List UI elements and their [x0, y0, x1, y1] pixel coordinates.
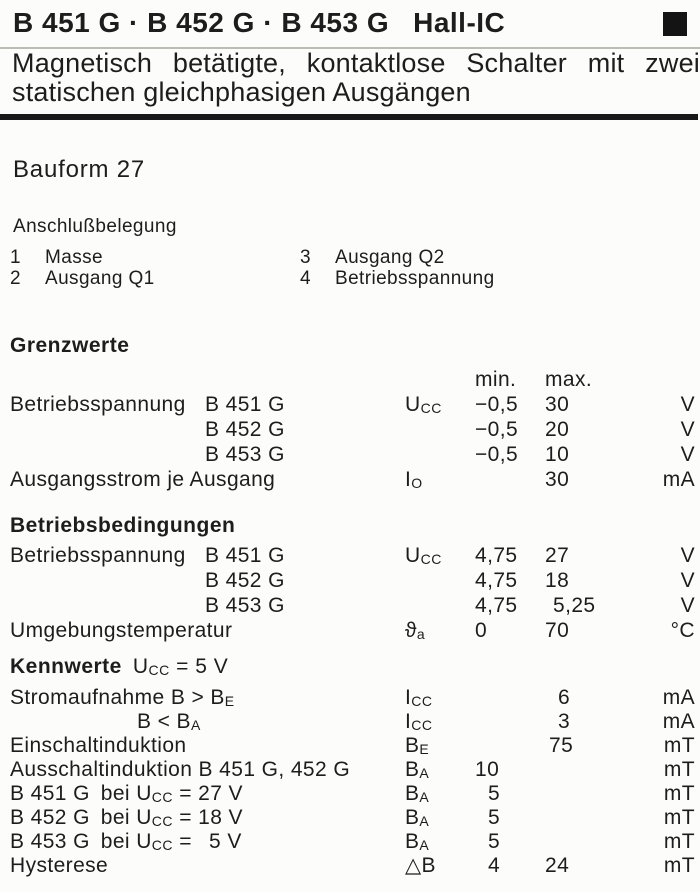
table-row [10, 442, 695, 467]
max-value [545, 758, 605, 785]
unit-label: mT [663, 806, 695, 829]
table-row [10, 758, 695, 782]
row-label: Ausgangsstrom je Ausgang [10, 468, 276, 491]
min-value: 10 [475, 758, 500, 781]
label-subscript: CC [151, 789, 174, 805]
table-row [10, 568, 695, 593]
section-kennwerte [10, 655, 695, 878]
unit-label: mT [663, 734, 695, 757]
table-rows [10, 686, 695, 878]
page-title [13, 7, 505, 39]
symbol: BA [405, 830, 430, 853]
unit-label: V [680, 393, 695, 416]
symbol: ICC [405, 710, 433, 733]
symbol: IO [405, 468, 423, 491]
row-label: B 452 G bei U [10, 806, 152, 829]
min-value [475, 686, 545, 713]
unit-label: mT [663, 758, 695, 781]
max-value: 18 [545, 569, 570, 592]
table-row [10, 543, 695, 568]
symbol-subscript: A [419, 813, 430, 829]
unit-label: V [680, 594, 695, 617]
min-value [475, 710, 545, 737]
symbol-subscript: CC [411, 693, 433, 709]
min-value: 0 [475, 619, 488, 642]
min-value: 4 [488, 854, 501, 877]
table-row [10, 854, 695, 878]
row-label: Hysterese [10, 854, 109, 877]
table-rows [10, 392, 695, 492]
table-row [10, 417, 695, 442]
min-value [475, 734, 545, 761]
label-subscript: A [190, 717, 201, 733]
max-value: 20 [545, 418, 570, 441]
min-value [475, 467, 545, 496]
device-label: B 452 G [205, 418, 285, 441]
symbol: ϑa [405, 619, 426, 642]
min-value: 5 [488, 830, 501, 853]
max-value: 70 [545, 619, 570, 642]
pin-label: Ausgang Q1 [45, 268, 155, 289]
row-label: Umgebungstemperatur [10, 619, 233, 642]
device-type-label: Hall-IC [413, 7, 506, 38]
max-value: 30 [545, 393, 570, 416]
unit-label: mT [663, 782, 695, 805]
section-divider [0, 114, 698, 120]
section-heading: Grenzwerte [10, 334, 130, 357]
row-label: Ausschaltinduktion B 451 G, 452 G [10, 758, 351, 781]
symbol [405, 854, 475, 878]
table-row [10, 710, 695, 734]
corner-mark [663, 12, 687, 36]
device-label: B 453 G [205, 443, 285, 466]
row-label: B 453 G bei U [10, 830, 152, 853]
row-label: Stromaufnahme B > B [10, 686, 225, 709]
table-row: B 451 G bei UCC = 27 V BA 5 mT [10, 782, 695, 806]
max-value: 10 [545, 443, 570, 466]
max-value [545, 806, 605, 833]
max-value [545, 782, 605, 809]
max-value: 30 [545, 468, 570, 491]
symbol-subscript: a [416, 626, 426, 642]
symbol-subscript: CC [420, 400, 442, 416]
unit-label: V [680, 443, 695, 466]
table-row [10, 734, 695, 758]
unit-label: mT [663, 830, 695, 853]
device-label: B 453 G [205, 594, 285, 617]
table-row [10, 686, 695, 710]
section-betriebsbedingungen [10, 514, 695, 643]
unit-label: V [680, 418, 695, 441]
section-heading: Betriebsbedingungen [10, 514, 236, 537]
unit-label: °C [670, 619, 695, 642]
table-row [10, 392, 695, 417]
unit-label: mA [662, 710, 695, 733]
min-value: 4,75 [475, 569, 518, 592]
pin-number: 2 [10, 268, 21, 289]
min-value: −0,5 [475, 418, 519, 441]
column-header-row [10, 367, 695, 392]
symbol-subscript: CC [420, 551, 442, 567]
max-value: 3 [558, 710, 571, 733]
pin-number: 4 [300, 268, 311, 289]
pin-label: Masse [45, 247, 103, 268]
symbol: UCC [405, 393, 442, 416]
symbol-subscript: CC [411, 717, 433, 733]
column-header-min: min. [475, 368, 517, 391]
min-value: 5 [488, 782, 501, 805]
max-value [545, 830, 605, 857]
bauform-label: Bauform 27 [13, 156, 146, 183]
symbol: BA [405, 758, 430, 781]
device-label: B 451 G [205, 393, 285, 416]
symbol-subscript: E [419, 741, 430, 757]
row-label: B < B [137, 710, 191, 733]
symbol-subscript: A [419, 837, 430, 853]
subtitle: Magnetisch betätigte, kontaktlose Schalter mit zwei statischen gleichphasigen Ausgängen [12, 48, 700, 107]
symbol: UCC [405, 544, 442, 567]
row-label: Betriebsspannung [10, 393, 186, 416]
min-value: 4,75 [475, 544, 518, 567]
unit-label: V [680, 544, 695, 567]
unit-label: mA [662, 686, 695, 709]
min-value: 4,75 [475, 594, 518, 617]
symbol: ICC [405, 686, 433, 709]
symbol-subscript: O [411, 475, 423, 491]
table-row: B 453 G bei UCC = 5 V BA 5 mT [10, 830, 695, 854]
label-subscript: E [224, 693, 235, 709]
unit-label: mA [662, 468, 695, 491]
label-subscript: CC [151, 837, 174, 853]
table-row: B 452 G bei UCC = 18 V BA 5 mT [10, 806, 695, 830]
pin-assignment-list [10, 247, 692, 289]
row-label: B 451 G bei U [10, 782, 152, 805]
row-label: Betriebsspannung [10, 544, 186, 567]
section-heading: Kennwerte UCC = 5 V [10, 655, 229, 678]
column-header-max: max. [545, 368, 593, 391]
label-subscript: CC [151, 813, 174, 829]
device-label: B 452 G [205, 569, 285, 592]
delta-b-symbol: △B [405, 854, 436, 877]
min-value: −0,5 [475, 393, 519, 416]
row-label: Einschaltinduktion [10, 734, 187, 757]
pin-number: 1 [10, 247, 21, 268]
symbol: BA [405, 806, 430, 829]
table-row [10, 467, 695, 492]
max-value: 24 [545, 854, 570, 877]
pin-assignment-heading: Anschlußbelegung [13, 216, 177, 237]
table-rows [10, 543, 695, 643]
symbol: BA [405, 782, 430, 805]
pin-number: 3 [300, 247, 311, 268]
min-value: −0,5 [475, 443, 519, 466]
max-value: 5,25 [553, 594, 596, 617]
pin-label: Betriebsspannung [335, 268, 495, 289]
max-value: 6 [558, 686, 571, 709]
symbol-subscript: A [419, 789, 430, 805]
model-names: B 451 G · B 452 G · B 453 G [13, 7, 390, 38]
table-row [10, 618, 695, 643]
heading-subscript: CC [148, 662, 170, 678]
pin-label: Ausgang Q2 [335, 247, 445, 268]
section-grenzwerte [10, 334, 695, 492]
min-value: 5 [488, 806, 501, 829]
max-value: 27 [545, 544, 570, 567]
symbol: BE [405, 734, 430, 757]
max-value: 75 [549, 734, 574, 757]
symbol-subscript: A [419, 765, 430, 781]
unit-label: V [680, 569, 695, 592]
device-label: B 451 G [205, 544, 285, 567]
table-row [10, 593, 695, 618]
unit-label: mT [663, 854, 695, 877]
